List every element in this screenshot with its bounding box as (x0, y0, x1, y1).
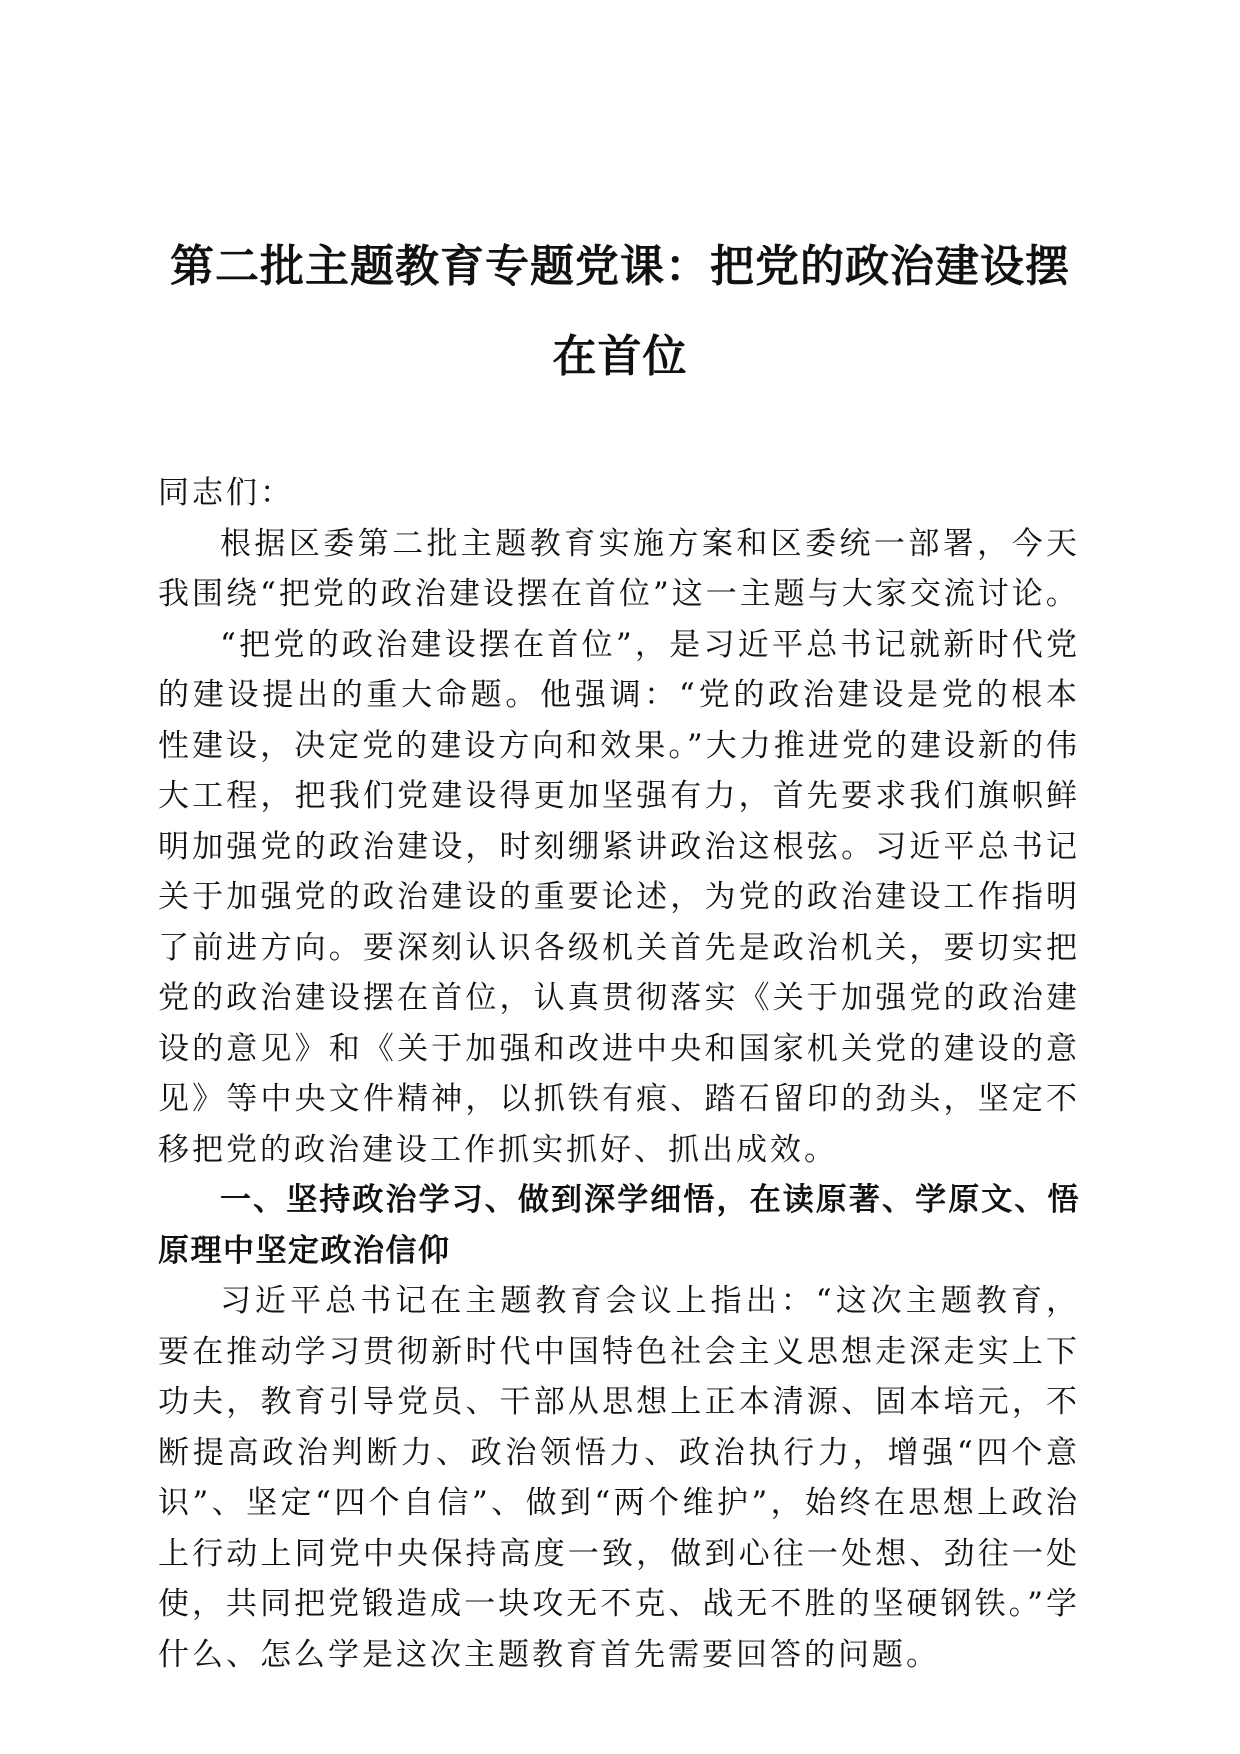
salutation: 同志们： (158, 475, 294, 511)
document-title: 第二批主题教育专题党课：把党的政治建设摆在首位 (170, 241, 1070, 382)
body-paragraph: “把党的政治建设摆在首位”，是习近平总书记就新时代党的建设提出的重大命题。他强调：“党的政治建设是党的根本性建设，决定党的建设方向和效果。”大力推进党的建设新的伟大工程，把我们党建设得更加坚强有力，首先要求我们旗帜鲜明加强党的政治建设，时刻绷紧讲政治这根弦。习近平总书记关于加强党的政治建设的重要论述，为党的政治建设工作指明了前进方向。要深刻认识各级机关首先是政治机关，要切实把党的政治建设摆在首位，认真贯彻落实《关于加强党的政治建设的意见》和《关于加强和改进中央和国家机关党的建设的意见》等中央文件精神，以抓铁有痕、踏石留印的劲头，坚定不移把党的政治建设工作抓实抓好、抓出成效。 (158, 626, 1080, 1168)
intro-paragraph: 根据区委第二批主题教育实施方案和区委统一部署，今天我围绕“把党的政治建设摆在首位”这一主题与大家交流讨论。 (158, 525, 1080, 612)
document-body (158, 468, 1080, 1680)
section-paragraph: 习近平总书记在主题教育会议上指出：“这次主题教育，要在推动学习贯彻新时代中国特色社会主义思想走深走实上下功夫，教育引导党员、干部从思想上正本清源、固本培元，不断提高政治判断力、政治领悟力、政治执行力，增强“四个意识”、坚定“四个自信”、做到“两个维护”，始终在思想上政治上行动上同党中央保持高度一致，做到心往一处想、劲往一处使，共同把党锻造成一块攻无不克、战无不胜的坚硬钢铁。”学什么、怎么学是这次主题教育首先需要回答的问题。 (158, 1283, 1080, 1673)
section-heading: 一、坚持政治学习、做到深学细悟，在读原著、学原文、悟原理中坚定政治信仰 (158, 1182, 1080, 1269)
